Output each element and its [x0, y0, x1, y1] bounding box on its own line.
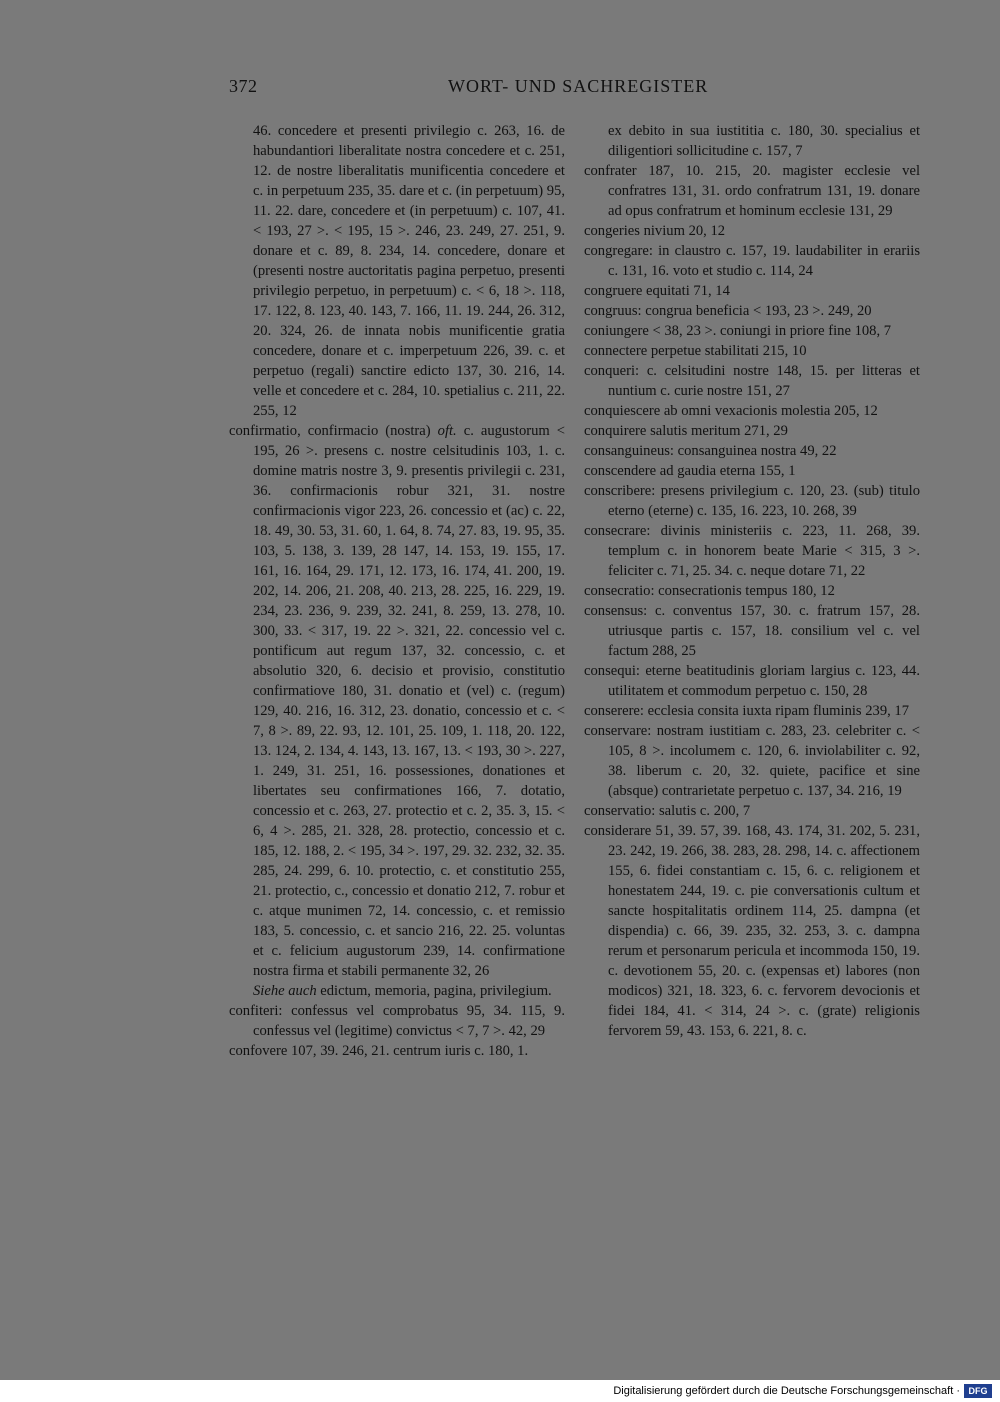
- entry-references: equitati 71, 14: [646, 283, 730, 299]
- index-entry: [584, 721, 920, 801]
- entry-references: in claustro c. 157, 19. laudabiliter in erariis c. 131, 16. voto et studio c. 114, 24: [608, 243, 921, 279]
- entry-headword: congruus:: [584, 303, 642, 319]
- entry-headword: consensus:: [584, 603, 648, 619]
- entry-headword: confiteri:: [229, 1003, 283, 1019]
- entry-references: ab omni vexacionis molestia 205, 12: [663, 403, 878, 419]
- index-entry: [584, 221, 920, 241]
- right-column: [584, 121, 920, 1041]
- index-entry: [584, 601, 920, 661]
- index-entry: [584, 821, 920, 1041]
- entry-references: confessus vel comprobatus 95, 34. 115, 9. confessus vel (legitime) convictus < 7, 7 >. 42, 29: [253, 1003, 565, 1039]
- entry-references: divinis ministeriis c. 223, 11. 268, 39. templum c. in honorem beate Marie < 315, 3 >. feliciter c. 71, 25. 34. c. neque dotare 71, 22: [608, 523, 920, 579]
- index-entry: [584, 481, 920, 521]
- index-entry: [584, 301, 920, 321]
- entry-oft-marker: oft.: [437, 423, 457, 439]
- index-entry: [584, 801, 920, 821]
- index-entry: [584, 401, 920, 421]
- entry-headword: conquirere: [584, 423, 647, 439]
- entry-references: nostram iustitiam c. 283, 23. celebriter c. < 105, 8 >. incolumem c. 120, 6. inviolabiliter c. 92, 38. liberum c. 20, 32. quiete, pacifice et sine (absque) contrarietate perpetuo c. 137, 34. 216, 19: [608, 723, 920, 799]
- footer-credit: Digitalisierung gefördert durch die Deutsche Forschungsgemeinschaft ·: [613, 1385, 960, 1397]
- entry-references: congrua beneficia < 193, 23 >. 249, 20: [645, 303, 872, 319]
- index-entry: [229, 1041, 565, 1061]
- index-entry-continuation: ex debito in sua iustititia c. 180, 30. specialius et diligentiori sollicitudine c. 157, 7: [608, 123, 920, 159]
- entry-headword: confrater: [584, 163, 637, 179]
- entry-headword: conscribere:: [584, 483, 656, 499]
- entry-references: consanguinea nostra 49, 22: [677, 443, 837, 459]
- entry-references: salutis meritum 271, 29: [650, 423, 788, 439]
- index-entry: [584, 661, 920, 701]
- index-entry: [584, 241, 920, 281]
- entry-headword: conscendere: [584, 463, 657, 479]
- entry-headword: coniungere: [584, 323, 649, 339]
- entry-references: 107, 39. 246, 21. centrum iuris c. 180, 1.: [291, 1043, 529, 1059]
- entry-references: < 38, 23 >. coniungi in priore fine 108, 7: [652, 323, 892, 339]
- entry-references: eterne beatitudinis gloriam largius c. 123, 44. utilitatem et commodum perpetuo c. 150, 28: [608, 663, 920, 699]
- see-also-label: Siehe auch: [253, 983, 317, 999]
- entry-headword: conservare:: [584, 723, 652, 739]
- entry-headword: conserere:: [584, 703, 644, 719]
- index-entry: [584, 421, 920, 441]
- entry-references: c. celsitudini nostre 148, 15. per litteras et nuntium c. curie nostre 151, 27: [608, 363, 920, 399]
- page-number: 372: [229, 76, 258, 96]
- entry-headword: connectere: [584, 343, 648, 359]
- see-also-text: edictum, memoria, pagina, privilegium.: [320, 983, 552, 999]
- entry-headword: congregare:: [584, 243, 653, 259]
- entry-references: 51, 39. 57, 39. 168, 43. 174, 31. 202, 5. 231, 23. 242, 19. 266, 38. 283, 28. 298, 14. c. affectionem 155, 6. fidei constantiam c. 15, 6. c. religionem et honestatem 244, 19. c. pie conversationis cultum et sancte hospitalitatis ordinem 114, 25. dampna (et dispendia) c. 66, 39. 235, 32. 253, 3. c. dampna rerum et personarum pericula et incommoda 150, 19. c. devotionem 55, 20. c. (expensas et) labores (non modicos) 321, 18. 323, 6. c. fervorem devocionis et fidei 184, 41. < 314, 24 >. c. (grate) religionis fervorem 59, 43. 153, 6. 221, 8. c.: [608, 823, 920, 1039]
- entry-headword: conqueri:: [584, 363, 640, 379]
- entry-headword: congruere: [584, 283, 643, 299]
- dfg-logo: DFG: [964, 1384, 992, 1398]
- page-title: WORT- UND SACHREGISTER: [448, 76, 709, 96]
- entry-references: salutis c. 200, 7: [658, 803, 751, 819]
- index-entry: [584, 701, 920, 721]
- entry-headword: consecratio:: [584, 583, 655, 599]
- entry-references: nivium 20, 12: [643, 223, 726, 239]
- entry-headword: considerare: [584, 823, 652, 839]
- index-entry: [584, 321, 920, 341]
- entry-headword: consanguineus:: [584, 443, 674, 459]
- entry-references: presens privilegium c. 120, 23. (sub) titulo eterno (eterne) c. 135, 16. 223, 10. 268, 39: [608, 483, 920, 519]
- index-entry: [229, 421, 565, 981]
- see-also-reference: [229, 981, 565, 1001]
- index-entry: [229, 1001, 565, 1041]
- entry-references: 187, 10. 215, 20. magister ecclesie vel confratres 131, 31. ordo confratrum 131, 19. donare ad opus confratrum et hominum ecclesie 131, 29: [608, 163, 920, 219]
- entry-headword: consecrare:: [584, 523, 651, 539]
- index-entry: [584, 581, 920, 601]
- entry-headword: conquiescere: [584, 403, 661, 419]
- entry-headword: confovere: [229, 1043, 288, 1059]
- entry-references: perpetue stabilitati 215, 10: [650, 343, 807, 359]
- entry-headword: conservatio:: [584, 803, 656, 819]
- entry-headword: confirmatio, confirmacio (nostra): [229, 423, 431, 439]
- index-entry: [584, 281, 920, 301]
- entry-references: c. augustorum < 195, 26 >. presens c. nostre celsitudinis 103, 1. c. domine matris nostre 3, 9. presentis privilegii c. 231, 36. confirmacionis robur 321, 31. nostre confirmacionis vigor 223, 26. concessio et (ac) c. 22, 18. 49, 30. 53, 31. 60, 1. 64, 8. 74, 27. 83, 19. 95, 35. 103, 5. 138, 3. 139, 28 147, 14. 153, 19. 155, 17. 161, 16. 164, 29. 171, 12. 173, 16. 174, 41. 200, 19. 202, 14. 206, 21. 208, 40. 213, 28. 225, 16. 229, 19. 234, 23. 236, 9. 239, 32. 241, 8. 259, 13. 278, 10. 300, 33. < 317, 19. 22 >. 321, 22. concessio vel c. pontificum aut regum 137, 32. concessio, c. et absolutio 320, 6. decisio et provisio, constitutio confirmatiove 180, 31. donatio et (vel) c. (regum) 129, 40. 216, 16. 312, 23. donatio, concessio et c. < 7, 8 >. 89, 22. 93, 12. 101, 25. 109, 1. 118, 20. 122, 13. 124, 2. 134, 4. 143, 13. 167, 13. < 193, 30 >. 227, 1. 249, 31. 251, 16. possessiones, donationes et libertates seu confirmationes 166, 7. dotatio, concessio et c. 263, 27. protectio et c. 2, 35. 3, 15. < 6, 4 >. 285, 21. 328, 28. protectio, concessio et c. 185, 12. 188, 2. < 195, 34 >. 197, 29. 32. 232, 32. 35. 285, 24. 299, 6. 10. protectio, c. et constitutio 255, 21. protectio, c., concessio et donatio 212, 7. robur et c. atque munimen 72, 14. concessio, c. et remissio 183, 5. concessio, c. et sancio 216, 22. 25. voluntas et c. felicium augustorum 239, 14. confirmatione nostra firma et stabili permanente 32, 26: [253, 423, 566, 979]
- entry-references: ecclesia consita iuxta ripam fluminis 239, 17: [647, 703, 910, 719]
- index-entry: [584, 441, 920, 461]
- footer: [0, 1380, 1000, 1402]
- entry-headword: consequi:: [584, 663, 640, 679]
- entry-references: ad gaudia eterna 155, 1: [659, 463, 796, 479]
- entry-headword: congeries: [584, 223, 640, 239]
- index-entry-continuation: 46. concedere et presenti privilegio c. 263, 16. de habundantiori liberalitate nostra concedere et c. 251, 12. de nostre liberalitatis munificentia concedere et c. in perpetuum 235, 35. dare et c. (in perpetuum) 95, 11. 22. dare, concedere et (in perpetuum) c. 107, 41. < 193, 27 >. < 195, 15 >. 246, 23. 249, 27. 251, 9. donare et c. 89, 8. 234, 14. concedere, donare et (presenti nostre auctoritatis pagina perpetuo, presenti privilegio perpetuo, in perpetuum) c. < 6, 18 >. 118, 17. 122, 8. 123, 40. 143, 7. 166, 11. 19. 244, 26. 312, 20. 324, 26. de innata nobis munificentie gratia concedere, donare et c. imperpetuum 226, 39. c. et perpetuo (regali) sanctire edicto 137, 30. 216, 14. velle et concedere et c. 284, 10. spetialius c. 211, 22. 255, 12: [253, 123, 565, 419]
- entry-references: c. conventus 157, 30. c. fratrum 157, 28. utriusque partis c. 157, 18. consilium vel c. vel factum 288, 25: [608, 603, 920, 659]
- left-column: [229, 121, 565, 1061]
- index-entry: [584, 461, 920, 481]
- entry-references: consecrationis tempus 180, 12: [658, 583, 835, 599]
- index-entry: [584, 341, 920, 361]
- index-entry: [584, 361, 920, 401]
- index-entry: [584, 521, 920, 581]
- index-entry: [584, 161, 920, 221]
